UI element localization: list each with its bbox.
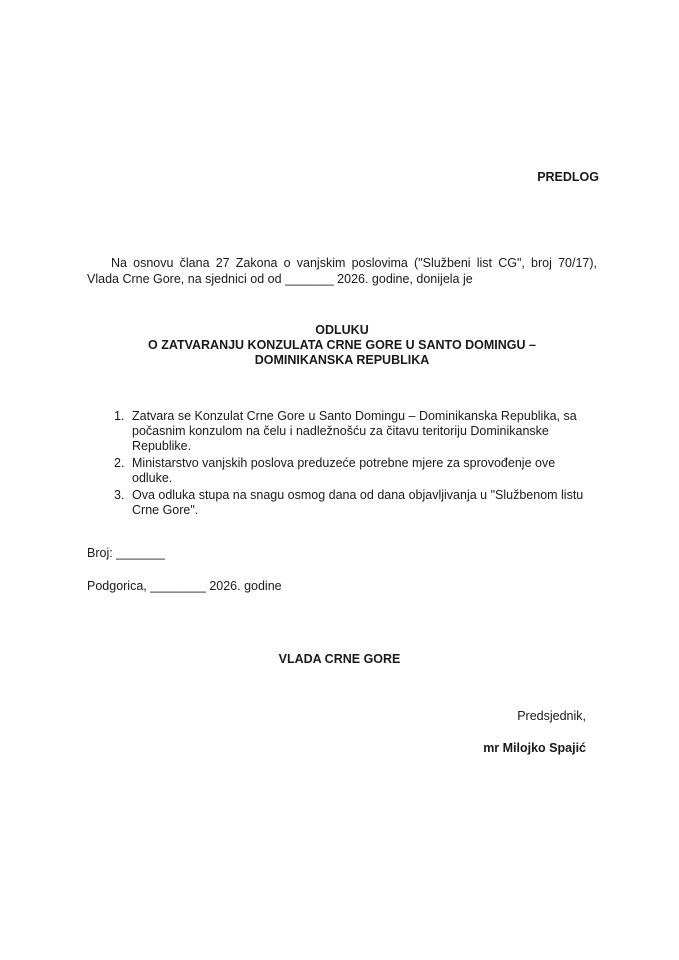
signatory-name: mr Milojko Spajić [483,741,586,755]
article-text: Zatvara se Konzulat Crne Gore u Santo Domingu – Dominikanska Republika, sa počasnim konzulom na čelu i nadležnošću za čitavu teritoriju Dominikanske Republike. [132,409,577,453]
title-line-1: ODLUKU [315,323,369,337]
article-item [110,409,598,454]
title-line-3: DOMINIKANSKA REPUBLIKA [254,353,430,367]
preamble-line-1: Na osnovu člana 27 Zakona o vanjskim poslovima ("Službeni list CG", broj 70/17), [111,256,597,270]
signatory-position: Predsjednik, [517,709,586,723]
place-and-date: Podgorica, ________ 2026. godine [87,579,282,593]
document-status-label: PREDLOG [537,170,599,184]
article-number: 1. [114,409,125,423]
preamble [87,255,597,287]
article-text: Ministarstvo vanjskih poslova preduzeće potrebne mjere za sprovođenje ove odluke. [132,456,556,485]
document-number: Broj: _______ [87,546,165,560]
issuer-name: VLADA CRNE GORE [278,652,401,666]
article-list [110,409,598,520]
article-text: Ova odluka stupa na snagu osmog dana od dana objavljivanja u "Službenom listu Crne Gore". [132,488,584,517]
preamble-line-2: Vlada Crne Gore, na sjednici od od _______ 2026. godine, donijela je [87,272,473,286]
article-number: 2. [114,456,125,470]
article-item [110,488,598,518]
decision-title [87,323,597,368]
article-item [110,456,598,486]
article-number: 3. [114,488,125,502]
title-line-2: O ZATVARANJU KONZULATA CRNE GORE U SANTO DOMINGU – [148,338,536,352]
